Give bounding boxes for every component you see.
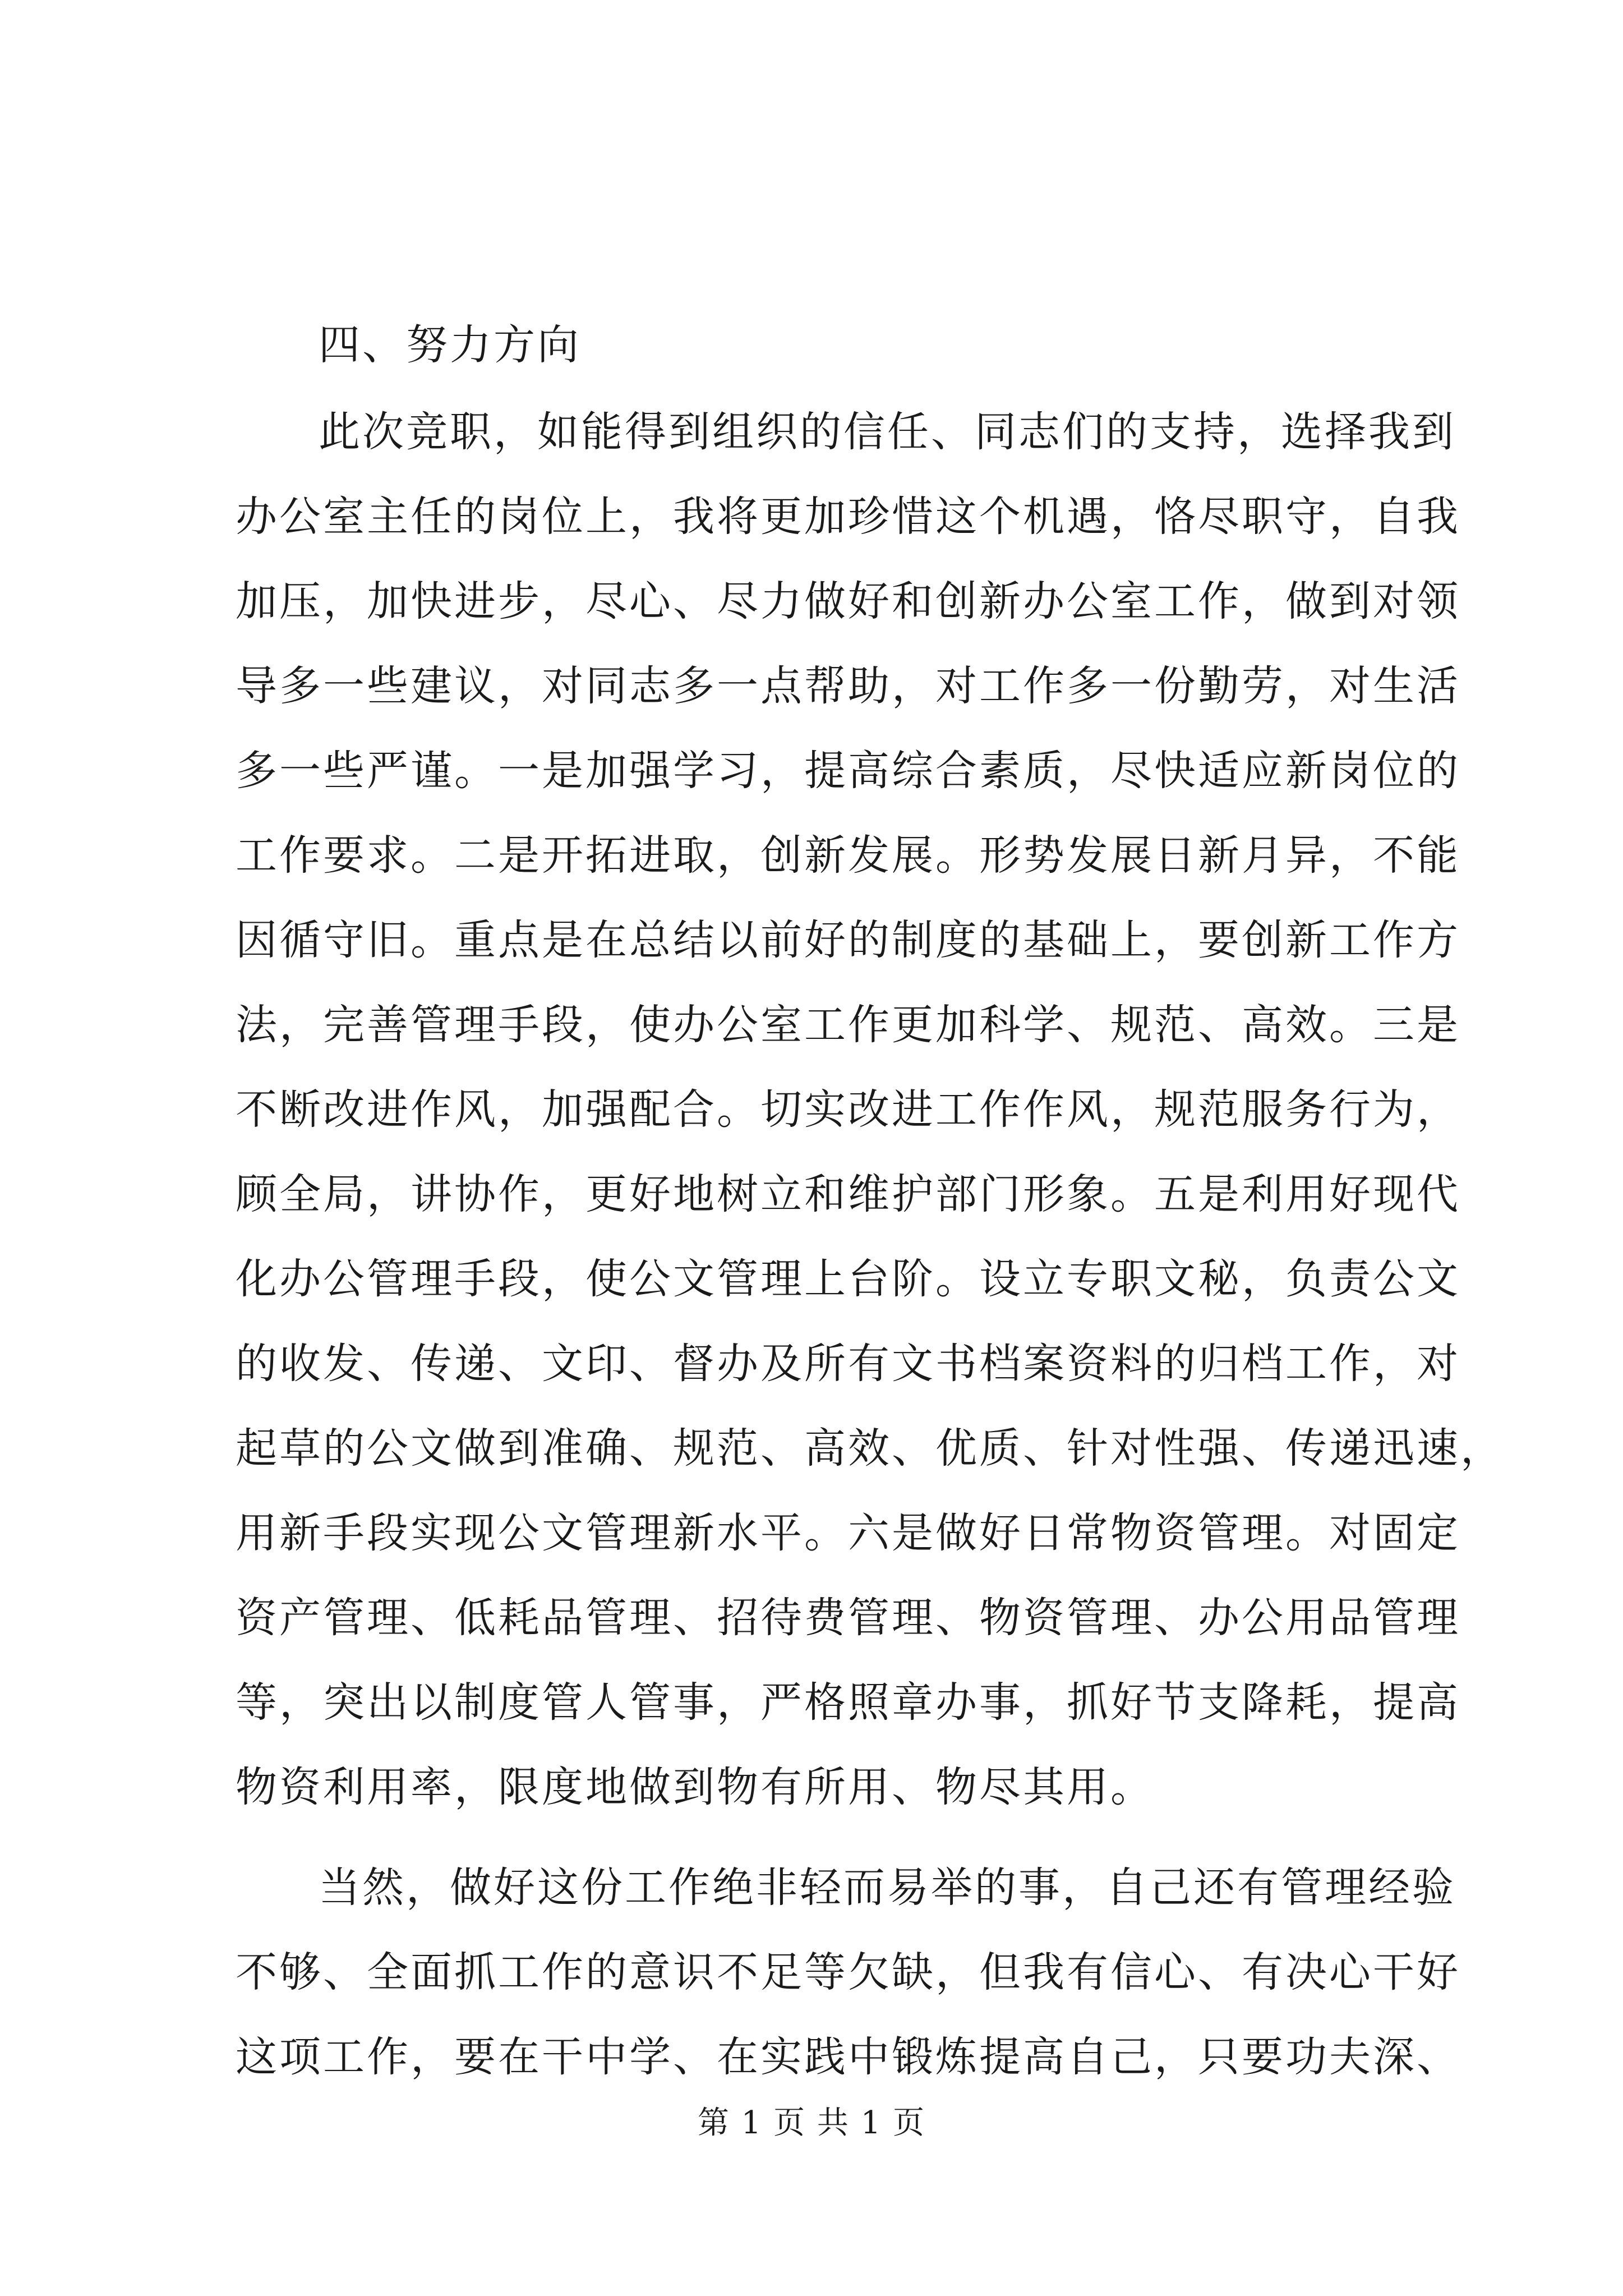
document-body (236, 303, 1504, 2100)
text-line: 工作要求。二是开拓进取，创新发展。形势发展日新月异，不能 (236, 831, 1460, 880)
text-line: 法，完善管理手段，使办公室工作更加科学、规范、高效。三是 (236, 1001, 1460, 1049)
text-line: 这项工作，要在干中学、在实践中锻炼提高自己，只要功夫深、 (236, 2033, 1460, 2081)
text-line: 等，突出以制度管人管事，严格照章办事，抓好节支降耗，提高 (236, 1678, 1460, 1727)
text-line: 起草的公文做到准确、规范、高效、优质、针对性强、传递迅速， (236, 1424, 1504, 1473)
text-line: 当然，做好这份工作绝非轻而易举的事，自己还有管理经验 (319, 1864, 1456, 1912)
section-heading: 四、努力方向 (319, 321, 581, 369)
text-line: 导多一些建议，对同志多一点帮助，对工作多一份勤劳，对生活 (236, 662, 1460, 710)
text-line: 化办公管理手段，使公文管理上台阶。设立专职文秘，负责公文 (236, 1255, 1460, 1303)
text-line: 物资利用率，限度地做到物有所用、物尽其用。 (236, 1763, 1154, 1811)
text-line: 资产管理、低耗品管理、招待费管理、物资管理、办公用品管理 (236, 1594, 1460, 1642)
text-line: 的收发、传递、文印、督办及所有文书档案资料的归档工作，对 (236, 1340, 1460, 1388)
text-line: 办公室主任的岗位上，我将更加珍惜这个机遇，恪尽职守，自我 (236, 493, 1460, 541)
text-line: 此次竞职，如能得到组织的信任、同志们的支持，选择我到 (319, 408, 1456, 456)
text-line: 不够、全面抓工作的意识不足等欠缺，但我有信心、有决心干好 (236, 1948, 1460, 1996)
text-line: 用新手段实现公文管理新水平。六是做好日常物资管理。对固定 (236, 1509, 1460, 1557)
text-line: 加压，加快进步，尽心、尽力做好和创新办公室工作，做到对领 (236, 577, 1460, 625)
text-line: 因循守旧。重点是在总结以前好的制度的基础上，要创新工作方 (236, 916, 1460, 964)
text-line: 顾全局，讲协作，更好地树立和维护部门形象。五是利用好现代 (236, 1170, 1460, 1218)
paragraph-2 (236, 1846, 1460, 2100)
text-line: 多一些严谨。一是加强学习，提高综合素质，尽快适应新岗位的 (236, 747, 1460, 795)
paragraph-1 (236, 390, 1504, 1830)
text-line: 不断改进作风，加强配合。切实改进工作作风，规范服务行为， (236, 1085, 1460, 1134)
page-footer: 第 1 页 共 1 页 (697, 2105, 926, 2141)
